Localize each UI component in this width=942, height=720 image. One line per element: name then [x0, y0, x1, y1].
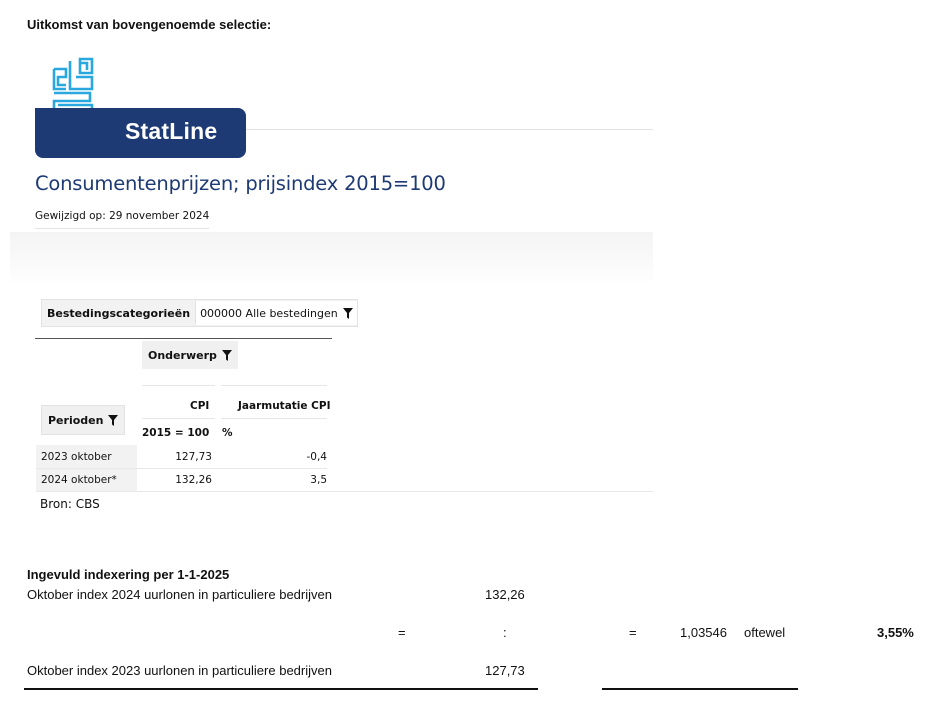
denominator-label: Oktober index 2023 uurlonen in particuliere bedrijven — [27, 663, 332, 678]
divider — [221, 385, 327, 386]
cell-jaarmutatie: -0,4 — [306, 451, 327, 463]
unit-jaarmutatie: % — [222, 427, 233, 439]
source-note: Bron: CBS — [40, 497, 100, 511]
divider — [35, 228, 209, 229]
toolbar-placeholder — [10, 232, 653, 287]
denominator-value: 127,73 — [485, 663, 525, 678]
underline — [24, 688, 538, 690]
column-header-jaarmutatie: Jaarmutatie CPI — [238, 400, 331, 412]
filter-icon[interactable] — [108, 415, 118, 426]
perioden-label: Perioden — [48, 413, 104, 427]
statline-brand: StatLine — [125, 118, 218, 144]
cell-cpi: 132,26 — [175, 474, 212, 486]
numerator-label: Oktober index 2024 uurlonen in particuliere bedrijven — [27, 587, 332, 602]
filter-icon[interactable] — [343, 308, 353, 319]
onderwerp-filter-button[interactable] — [142, 341, 238, 369]
table-title: Consumentenprijzen; prijsindex 2015=100 — [35, 172, 446, 195]
filter-value-text: 000000 Alle bestedingen — [200, 306, 338, 320]
divider — [221, 418, 327, 419]
statline-banner — [35, 108, 246, 158]
row-period: 2023 oktober — [41, 451, 112, 463]
modified-date: Gewijzigd op: 29 november 2024 — [35, 210, 210, 222]
perioden-filter-button[interactable] — [41, 405, 125, 435]
divider — [246, 129, 653, 130]
filter-value[interactable] — [195, 301, 357, 325]
onderwerp-label: Onderwerp — [148, 348, 217, 362]
equals-sign: = — [398, 625, 406, 640]
unit-cpi: 2015 = 100 — [142, 427, 210, 439]
ratio-value: 1,03546 — [680, 625, 727, 640]
filter-bestedingscategorieen[interactable] — [41, 299, 358, 327]
divider — [36, 491, 653, 492]
result-percentage: 3,55% — [877, 625, 914, 640]
filter-label: Bestedingscategorieën — [47, 306, 191, 320]
column-header-cpi: CPI — [190, 400, 210, 412]
equals-sign: = — [629, 625, 637, 640]
divider — [142, 418, 215, 419]
divider — [35, 338, 332, 339]
filter-icon[interactable] — [222, 350, 232, 361]
cell-cpi: 127,73 — [175, 451, 212, 463]
divide-sign: : — [503, 625, 507, 640]
row-period: 2024 oktober* — [41, 474, 117, 486]
result-heading: Uitkomst van bovengenoemde selectie: — [27, 17, 272, 32]
numerator-value: 132,26 — [485, 587, 525, 602]
underline — [602, 688, 798, 690]
cell-jaarmutatie: 3,5 — [310, 474, 327, 486]
divider — [142, 385, 215, 386]
calc-title: Ingevuld indexering per 1-1-2025 — [27, 567, 230, 582]
oftewel-text: oftewel — [744, 625, 786, 640]
